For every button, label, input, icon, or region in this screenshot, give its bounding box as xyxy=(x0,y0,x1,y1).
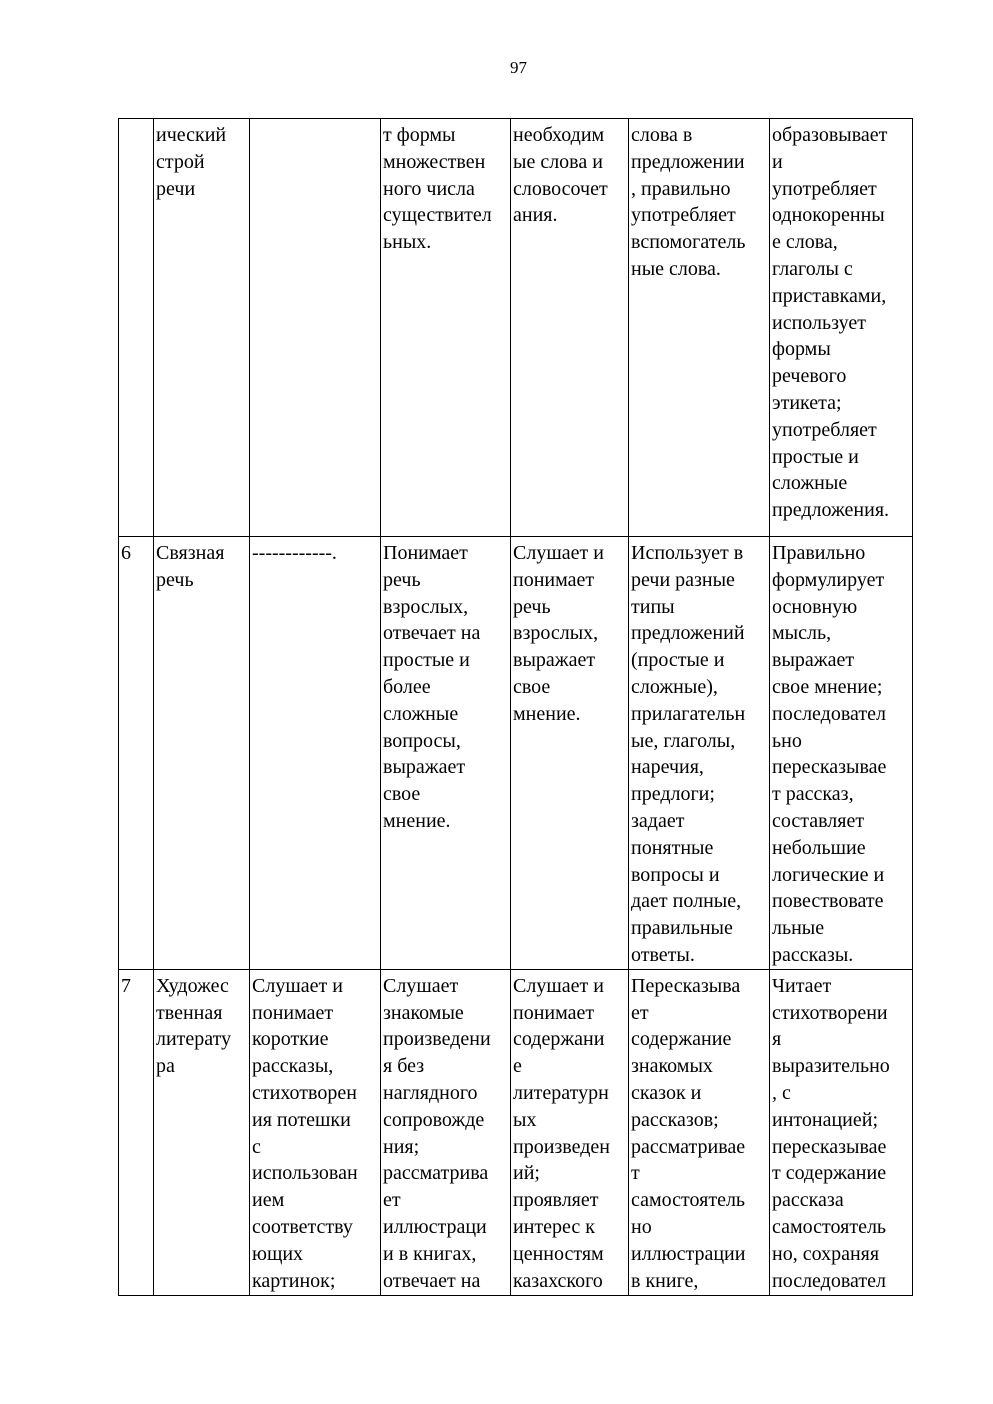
table-cell: необходим ые слова и словосочет ания. xyxy=(511,119,629,537)
table-cell: Использует в речи разные типы предложений (простые и сложные), прилагательн ые, глаголы, наречия, предлоги; задает понятные вопросы и дает полные, правильные ответы. xyxy=(629,537,770,970)
table-cell: Понимает речь взрослых, отвечает на простые и более сложные вопросы, выражает свое мнение. xyxy=(381,537,511,970)
area-cell: ический строй речи xyxy=(154,119,250,537)
row-number-cell xyxy=(119,119,154,537)
table-cell: Слушает знакомые произведени я без наглядного сопровожде ния; рассматрива ет иллюстраци и в книгах, отвечает на xyxy=(381,969,511,1295)
table-cell: Пересказыва ет содержание знакомых сказок и рассказов; рассматривае т самостоятель но иллюстрации в книге, xyxy=(629,969,770,1295)
table-cell: Слушает и понимает содержани е литературн ых произведен ий; проявляет интерес к ценностям казахского xyxy=(511,969,629,1295)
table-cell: Слушает и понимает короткие рассказы, стихотворен ия потешки с использован ием соответству ющих картинок; xyxy=(250,969,381,1295)
row-number-cell: 6 xyxy=(119,537,154,970)
row-number-cell: 7 xyxy=(119,969,154,1295)
development-table xyxy=(118,118,913,1296)
table-cell: ------------. xyxy=(250,537,381,970)
area-cell: Художес твенная литерату ра xyxy=(154,969,250,1295)
table-row xyxy=(119,969,913,1295)
table-cell: образовывает и употребляет однокоренны е слова, глаголы с приставками, использует формы речевого этикета; употребляет простые и сложные предложения. xyxy=(770,119,913,537)
table-cell: т формы множествен ного числа существител ьных. xyxy=(381,119,511,537)
table-cell xyxy=(250,119,381,537)
table-cell: слова в предложении , правильно употребляет вспомогатель ные слова. xyxy=(629,119,770,537)
area-cell: Связная речь xyxy=(154,537,250,970)
table-row xyxy=(119,119,913,537)
table-cell: Читает стихотворени я выразительно , с интонацией; пересказывае т содержание рассказа самостоятель но, сохраняя последовател xyxy=(770,969,913,1295)
table-row xyxy=(119,537,913,970)
table-cell: Слушает и понимает речь взрослых, выражает свое мнение. xyxy=(511,537,629,970)
page-number: 97 xyxy=(510,58,527,77)
table-cell: Правильно формулирует основную мысль, выражает свое мнение; последовател ьно пересказывае т рассказ, составляет небольшие логические и повествовате льные рассказы. xyxy=(770,537,913,970)
